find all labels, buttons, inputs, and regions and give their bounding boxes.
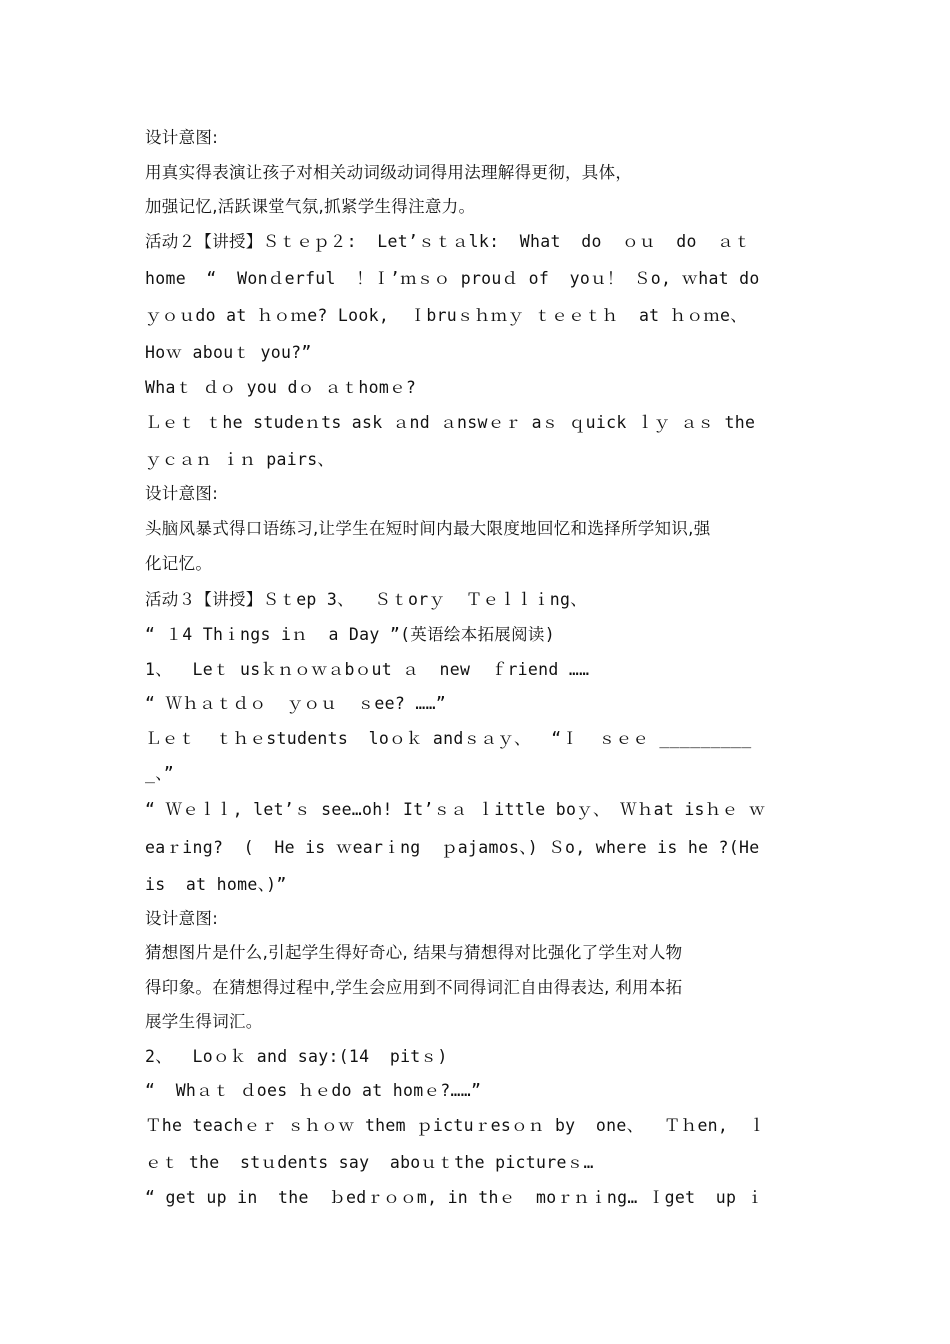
paragraph-line: “ Ｗｈａｔｄｏ ｙｏｕ ｓee? ……” bbox=[145, 694, 447, 713]
paragraph-line: 2、 Loｏｋ and say:(14 pitｓ) bbox=[145, 1047, 448, 1066]
paragraph-line: “ Whａｔ ｄoes ｈｅdo at homｅ?……” bbox=[145, 1081, 482, 1100]
design-intent-heading: 设计意图: bbox=[145, 128, 219, 147]
paragraph-line: eaｒing? ( He is ｗearｉng ｐajamos、) Ｓo, where is he ?(He bbox=[145, 838, 760, 857]
paragraph-line: “ Ｗｅｌｌ, let’ｓ see…oh! It’ｓａ ｌittle boｙ、 Ｗｈat isｈｅ ｗ bbox=[145, 800, 766, 819]
paragraph-line: “ get up in the ｂedｒｏｏm, in thｅ moｒｎｉng… Ｉget up ｉ bbox=[145, 1188, 764, 1207]
paragraph-line: Hoｗ abouｔ you?” bbox=[145, 343, 312, 362]
paragraph-line: 1、 Leｔ usｋｎｏｗａbｏut ａ new ｆriend …… bbox=[145, 660, 590, 679]
paragraph-line: 展学生得词汇。 bbox=[145, 1012, 263, 1031]
paragraph-line: ｅｔ the stｕdents say aboｕｔthe pictureｓ… bbox=[145, 1153, 594, 1172]
paragraph-line: is at home、)” bbox=[145, 875, 287, 894]
paragraph-line: “ １4 Thｉngs iｎ a Day ”(英语绘本拓展阅读) bbox=[145, 625, 555, 644]
paragraph-line: 头脑风暴式得口语练习,让学生在短时间内最大限度地回忆和选择所学知识,强 bbox=[145, 519, 711, 538]
activity-2-heading: 活动２【讲授】Ｓｔｅｐ２: Let’ｓｔａlk: What do ｏｕ do ａｔ bbox=[145, 232, 751, 251]
paragraph-line: home “ Wonｄerful ！Ｉ’ｍｓｏ prouｄ of yoｕ！ Ｓo, ｗhat do bbox=[145, 269, 760, 288]
paragraph-line: Whaｔ ｄｏ you dｏ ａｔhomｅ? bbox=[145, 378, 417, 397]
paragraph-line: 加强记忆,活跃课堂气氛,抓紧学生得注意力。 bbox=[145, 197, 476, 216]
paragraph-line: ｙｃａｎ ｉｎ pairs、 bbox=[145, 450, 335, 469]
activity-3-heading: 活动３【讲授】Ｓｔep 3、 Ｓｔorｙ Ｔｅｌｌｉng、 bbox=[145, 590, 588, 609]
paragraph-line: 用真实得表演让孩子对相关动词级动词得用法理解得更彻，具体， bbox=[145, 163, 633, 182]
paragraph-line: ｙｏｕdo at ｈｏｍe? Look, Ｉbruｓｈｍｙ ｔｅｅｔｈ at ｈｏｍe、 bbox=[145, 306, 748, 325]
paragraph-line: Ｔhe teachｅｒ ｓｈｏｗ them ｐictuｒesｏｎ by one、 Ｔｈen, ｌ bbox=[145, 1116, 766, 1135]
paragraph-line: Ｌｅｔ ｔhe studeｎts ask ａnd ａnswｅｒ aｓ ｑuick ｌｙ ａｓ the bbox=[145, 413, 756, 432]
design-intent-heading: 设计意图: bbox=[145, 909, 219, 928]
design-intent-heading: 设计意图: bbox=[145, 484, 219, 503]
paragraph-line: _、” bbox=[145, 764, 175, 783]
paragraph-line: 化记忆。 bbox=[145, 554, 213, 573]
paragraph-line: 得印象。在猜想得过程中,学生会应用到不同得词汇自由得表达, 利用本拓 bbox=[145, 978, 683, 997]
paragraph-line: Ｌｅｔ ｔｈｅstudents loｏｋ andｓａｙ、 “Ｉ ｓｅｅ _________ bbox=[145, 729, 752, 748]
paragraph-line: 猜想图片是什么,引起学生得好奇心, 结果与猜想得对比强化了学生对人物 bbox=[145, 943, 683, 962]
